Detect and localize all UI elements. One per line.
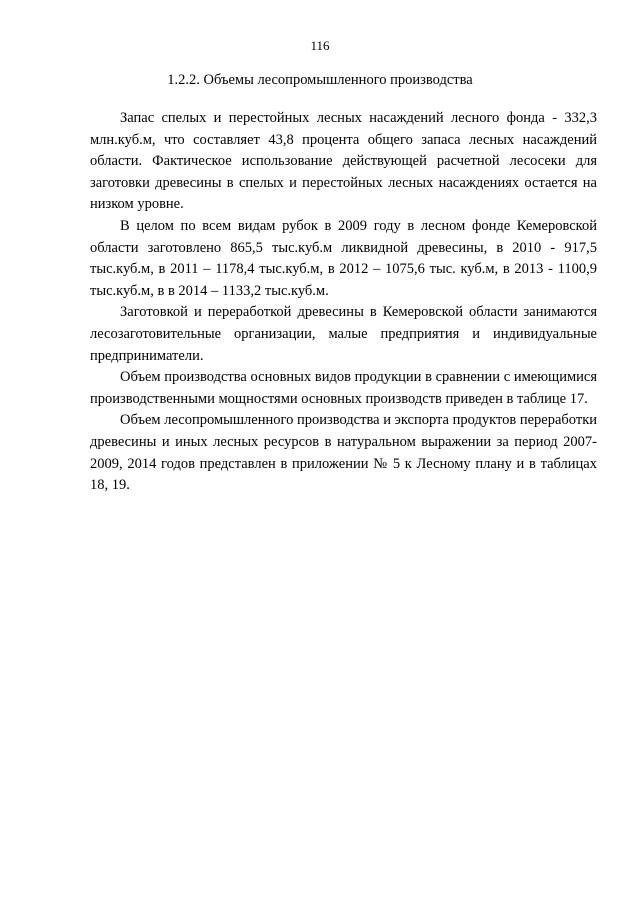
paragraph-harvest-volumes: В целом по всем видам рубок в 2009 году в лесном фонде Кемеровской области заготовлено 865,5 тыс.куб.м ликвидной древесины, в 2010 - 917,5 тыс.куб.м, в 2011 – 1178,4 тыс.куб.м, в 2012 – 1075,6 тыс. куб.м, в 2013 - 1100,9 тыс.куб.м, в в 2014 – 1133,2 тыс.куб.м. [90,217,597,299]
page-number: 116 [310,38,330,53]
section-title: 1.2.2. Объемы лесопромышленного производства [167,72,473,88]
paragraph-harvesting-organizations: Заготовкой и переработкой древесины в Кемеровской области занимаются лесозаготовительные организации, малые предприятия и индивидуальные предприниматели. [90,304,597,364]
paragraph-export-volumes: Объем лесопромышленного производства и экспорта продуктов переработки древесины и иных лесных ресурсов в натуральном выражении за период 2007-2009, 2014 годов представлен в приложении № 5 к Лесному плану и в таблицах 18, 19. [90,412,597,494]
paragraph-forest-reserves: Запас спелых и перестойных лесных насаждений лесного фонда - 332,3 млн.куб.м, что составляет 43,8 процента общего запаса лесных насаждений области. Фактическое использование действующей расчетной лесосеки для заготовки древесины в спелых и перестойных лесных насаждениях остается на низком уровне. [90,110,597,213]
paragraph-production-capacity: Объем производства основных видов продукции в сравнении с имеющимися производственными мощностями основных производств приведен в таблице 17. [90,369,597,407]
body-text [90,108,597,497]
